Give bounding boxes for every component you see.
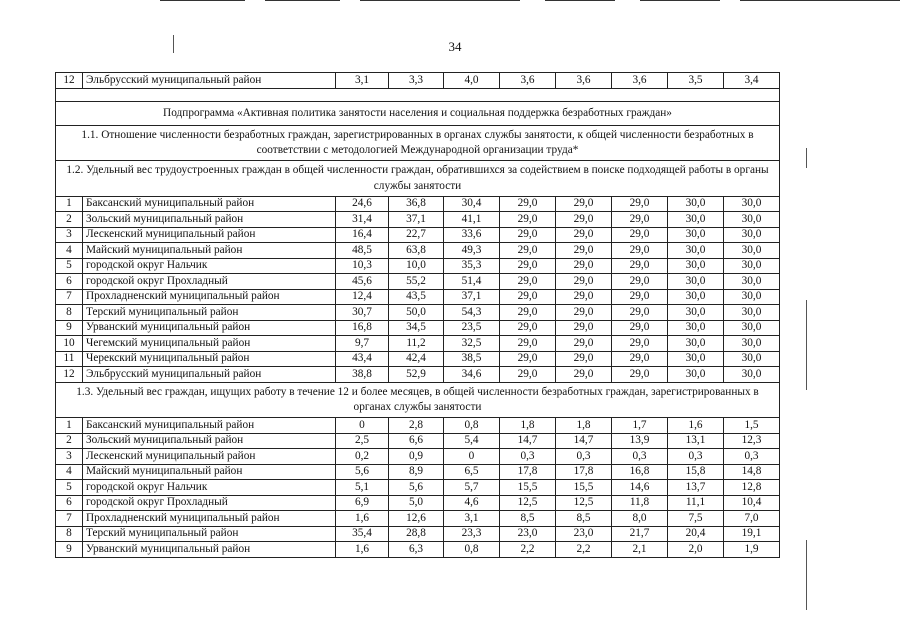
district-name: Лескенский муниципальный район: [83, 227, 336, 243]
value-cell: 12,5: [500, 495, 556, 511]
value-cell: 5,0: [389, 495, 444, 511]
table-row: [56, 336, 780, 352]
row-number: 8: [56, 305, 83, 321]
value-cell: 22,7: [389, 227, 444, 243]
row-number: 8: [56, 526, 83, 542]
value-cell: 29,0: [612, 196, 668, 212]
value-cell: 38,8: [336, 367, 389, 383]
value-cell: 21,7: [612, 526, 668, 542]
value-cell: 1,9: [724, 542, 780, 558]
value-cell: 3,1: [336, 73, 389, 89]
row-number: 1: [56, 418, 83, 434]
value-cell: 6,3: [389, 542, 444, 558]
value-cell: 12,5: [556, 495, 612, 511]
table-row: [56, 464, 780, 480]
value-cell: 5,6: [389, 480, 444, 496]
table-row: [56, 73, 780, 89]
value-cell: 51,4: [444, 274, 500, 290]
value-cell: 29,0: [500, 243, 556, 259]
table-row: [56, 243, 780, 259]
value-cell: 0,3: [668, 449, 724, 465]
value-cell: 30,0: [724, 243, 780, 259]
value-cell: 30,0: [668, 305, 724, 321]
table-row: [56, 196, 780, 212]
value-cell: 29,0: [556, 258, 612, 274]
district-name: Прохладненский муниципальный район: [83, 511, 336, 527]
value-cell: 5,4: [444, 433, 500, 449]
value-cell: 37,1: [389, 212, 444, 228]
value-cell: 2,2: [556, 542, 612, 558]
value-cell: 5,7: [444, 480, 500, 496]
table-row: [56, 495, 780, 511]
value-cell: 11,2: [389, 336, 444, 352]
district-name: Зольский муниципальный район: [83, 433, 336, 449]
value-cell: 30,0: [668, 243, 724, 259]
value-cell: 30,0: [724, 227, 780, 243]
value-cell: 4,6: [444, 495, 500, 511]
value-cell: 23,0: [500, 526, 556, 542]
value-cell: 9,7: [336, 336, 389, 352]
subprogram-title-row: [56, 101, 780, 125]
value-cell: 12,4: [336, 289, 389, 305]
scan-artifact: [360, 0, 520, 1]
value-cell: 29,0: [612, 274, 668, 290]
value-cell: 17,8: [500, 464, 556, 480]
value-cell: 30,0: [724, 367, 780, 383]
value-cell: 16,8: [612, 464, 668, 480]
value-cell: 3,5: [668, 73, 724, 89]
value-cell: 30,0: [724, 196, 780, 212]
table-row: [56, 526, 780, 542]
section-header-row: [56, 125, 780, 161]
value-cell: 7,0: [724, 511, 780, 527]
row-number: 4: [56, 243, 83, 259]
value-cell: 48,5: [336, 243, 389, 259]
table-row: [56, 433, 780, 449]
value-cell: 30,0: [724, 336, 780, 352]
value-cell: 36,8: [389, 196, 444, 212]
value-cell: 30,0: [668, 289, 724, 305]
scan-artifact: [545, 0, 615, 1]
value-cell: 7,5: [668, 511, 724, 527]
value-cell: 30,0: [668, 196, 724, 212]
row-number: 7: [56, 289, 83, 305]
row-number: 10: [56, 336, 83, 352]
district-name: Зольский муниципальный район: [83, 212, 336, 228]
value-cell: 41,1: [444, 212, 500, 228]
value-cell: 29,0: [500, 274, 556, 290]
value-cell: 29,0: [556, 212, 612, 228]
row-number: 11: [56, 351, 83, 367]
table-row: [56, 274, 780, 290]
indicators-table: [55, 72, 780, 558]
value-cell: 14,6: [612, 480, 668, 496]
value-cell: 30,0: [724, 305, 780, 321]
value-cell: 30,7: [336, 305, 389, 321]
value-cell: 10,3: [336, 258, 389, 274]
value-cell: 29,0: [500, 305, 556, 321]
value-cell: 15,5: [500, 480, 556, 496]
value-cell: 29,0: [612, 212, 668, 228]
value-cell: 0: [444, 449, 500, 465]
scan-artifact: [806, 300, 807, 390]
value-cell: 0,3: [612, 449, 668, 465]
value-cell: 29,0: [556, 367, 612, 383]
district-name: Эльбрусский муниципальный район: [83, 367, 336, 383]
value-cell: 1,8: [556, 418, 612, 434]
value-cell: 0,9: [389, 449, 444, 465]
value-cell: 30,0: [668, 227, 724, 243]
section-header-row: [56, 382, 780, 418]
value-cell: 29,0: [556, 196, 612, 212]
value-cell: 12,6: [389, 511, 444, 527]
table-row: [56, 227, 780, 243]
spacer-row: [56, 88, 780, 101]
value-cell: 29,0: [500, 367, 556, 383]
value-cell: 0,8: [444, 418, 500, 434]
value-cell: 29,0: [500, 212, 556, 228]
value-cell: 29,0: [556, 336, 612, 352]
value-cell: 5,1: [336, 480, 389, 496]
value-cell: 43,4: [336, 351, 389, 367]
district-name: Баксанский муниципальный район: [83, 418, 336, 434]
value-cell: 30,0: [724, 320, 780, 336]
value-cell: 6,6: [389, 433, 444, 449]
value-cell: 37,1: [444, 289, 500, 305]
value-cell: 35,4: [336, 526, 389, 542]
value-cell: 15,5: [556, 480, 612, 496]
value-cell: 2,5: [336, 433, 389, 449]
scan-artifact: [160, 0, 245, 1]
value-cell: 63,8: [389, 243, 444, 259]
value-cell: 14,7: [500, 433, 556, 449]
value-cell: 55,2: [389, 274, 444, 290]
table-row: [56, 289, 780, 305]
value-cell: 43,5: [389, 289, 444, 305]
value-cell: 29,0: [500, 227, 556, 243]
value-cell: 24,6: [336, 196, 389, 212]
table-row: [56, 542, 780, 558]
value-cell: 29,0: [612, 258, 668, 274]
value-cell: 29,0: [556, 289, 612, 305]
value-cell: 29,0: [500, 320, 556, 336]
value-cell: 20,4: [668, 526, 724, 542]
district-name: городской округ Нальчик: [83, 480, 336, 496]
value-cell: 19,1: [724, 526, 780, 542]
district-name: городской округ Прохладный: [83, 274, 336, 290]
value-cell: 4,0: [444, 73, 500, 89]
value-cell: 15,8: [668, 464, 724, 480]
district-name: Лескенский муниципальный район: [83, 449, 336, 465]
value-cell: 29,0: [556, 243, 612, 259]
value-cell: 29,0: [500, 289, 556, 305]
value-cell: 29,0: [556, 320, 612, 336]
section-1-3-title: 1.3. Удельный вес граждан, ищущих работу в течение 12 и более месяцев, в общей численности безработных граждан, зарегистрированных в органах службы занятости: [56, 382, 780, 418]
value-cell: 17,8: [556, 464, 612, 480]
district-name: Чегемский муниципальный район: [83, 336, 336, 352]
value-cell: 1,8: [500, 418, 556, 434]
value-cell: 38,5: [444, 351, 500, 367]
value-cell: 13,7: [668, 480, 724, 496]
value-cell: 16,8: [336, 320, 389, 336]
value-cell: 0,8: [444, 542, 500, 558]
value-cell: 30,0: [724, 258, 780, 274]
value-cell: 13,9: [612, 433, 668, 449]
value-cell: 30,0: [668, 212, 724, 228]
value-cell: 29,0: [556, 227, 612, 243]
value-cell: 29,0: [500, 351, 556, 367]
table-row: [56, 418, 780, 434]
value-cell: 2,8: [389, 418, 444, 434]
scan-artifact: [640, 0, 720, 1]
value-cell: 45,6: [336, 274, 389, 290]
scan-artifact: [740, 0, 900, 1]
value-cell: 1,6: [668, 418, 724, 434]
value-cell: 31,4: [336, 212, 389, 228]
value-cell: 49,3: [444, 243, 500, 259]
table-row: [56, 480, 780, 496]
value-cell: 30,0: [724, 351, 780, 367]
value-cell: 29,0: [612, 351, 668, 367]
value-cell: 16,4: [336, 227, 389, 243]
district-name: Майский муниципальный район: [83, 243, 336, 259]
value-cell: 29,0: [556, 274, 612, 290]
value-cell: 29,0: [612, 320, 668, 336]
value-cell: 5,6: [336, 464, 389, 480]
value-cell: 29,0: [500, 258, 556, 274]
table-row: [56, 320, 780, 336]
district-name: Урванский муниципальный район: [83, 320, 336, 336]
value-cell: 29,0: [612, 305, 668, 321]
value-cell: 3,6: [612, 73, 668, 89]
value-cell: 32,5: [444, 336, 500, 352]
value-cell: 30,0: [668, 258, 724, 274]
table-row: [56, 367, 780, 383]
value-cell: 13,1: [668, 433, 724, 449]
value-cell: 29,0: [612, 367, 668, 383]
value-cell: 54,3: [444, 305, 500, 321]
district-name: Баксанский муниципальный район: [83, 196, 336, 212]
value-cell: 52,9: [389, 367, 444, 383]
district-name: Черекский муниципальный район: [83, 351, 336, 367]
value-cell: 0,3: [724, 449, 780, 465]
value-cell: 23,5: [444, 320, 500, 336]
value-cell: 8,9: [389, 464, 444, 480]
subprogram-title: Подпрограмма «Активная политика занятости населения и социальная поддержка безработных граждан»: [56, 101, 780, 125]
row-number: 12: [56, 73, 83, 89]
value-cell: 34,6: [444, 367, 500, 383]
value-cell: 11,1: [668, 495, 724, 511]
table-row: [56, 258, 780, 274]
district-name: Прохладненский муниципальный район: [83, 289, 336, 305]
value-cell: 3,3: [389, 73, 444, 89]
value-cell: 12,8: [724, 480, 780, 496]
value-cell: 1,5: [724, 418, 780, 434]
district-name: Эльбрусский муниципальный район: [83, 73, 336, 89]
scan-artifact: [806, 540, 807, 610]
row-number: 1: [56, 196, 83, 212]
value-cell: 6,9: [336, 495, 389, 511]
district-name: Терский муниципальный район: [83, 526, 336, 542]
value-cell: 1,7: [612, 418, 668, 434]
value-cell: 3,4: [724, 73, 780, 89]
row-number: 5: [56, 480, 83, 496]
value-cell: 1,6: [336, 511, 389, 527]
district-name: Терский муниципальный район: [83, 305, 336, 321]
value-cell: 29,0: [500, 196, 556, 212]
value-cell: 6,5: [444, 464, 500, 480]
value-cell: 30,0: [668, 320, 724, 336]
value-cell: 0: [336, 418, 389, 434]
page-number: 34: [448, 39, 462, 54]
row-number: 2: [56, 212, 83, 228]
district-name: городской округ Прохладный: [83, 495, 336, 511]
value-cell: 29,0: [612, 227, 668, 243]
value-cell: 29,0: [612, 243, 668, 259]
table-row: [56, 305, 780, 321]
value-cell: 3,6: [556, 73, 612, 89]
value-cell: 3,6: [500, 73, 556, 89]
value-cell: 2,2: [500, 542, 556, 558]
value-cell: 50,0: [389, 305, 444, 321]
row-number: 12: [56, 367, 83, 383]
row-number: 6: [56, 495, 83, 511]
value-cell: 30,0: [668, 351, 724, 367]
value-cell: 30,0: [668, 336, 724, 352]
district-name: Урванский муниципальный район: [83, 542, 336, 558]
section-1-2-title: 1.2. Удельный вес трудоустроенных граждан в общей численности граждан, обратившихся за содействием в поиске подходящей работы в органы службы занятости: [56, 161, 780, 197]
value-cell: 30,0: [668, 274, 724, 290]
value-cell: 2,0: [668, 542, 724, 558]
row-number: 5: [56, 258, 83, 274]
row-number: 3: [56, 449, 83, 465]
value-cell: 30,0: [668, 367, 724, 383]
value-cell: 0,3: [500, 449, 556, 465]
value-cell: 14,8: [724, 464, 780, 480]
section-1-1-title: 1.1. Отношение численности безработных граждан, зарегистрированных в органах службы занятости, к общей численности безработных в соответствии с методологией Международной организации труда*: [56, 125, 780, 161]
scan-artifact: [265, 0, 340, 1]
value-cell: 0,3: [556, 449, 612, 465]
district-name: городской округ Нальчик: [83, 258, 336, 274]
value-cell: 33,6: [444, 227, 500, 243]
value-cell: 29,0: [612, 289, 668, 305]
value-cell: 8,5: [556, 511, 612, 527]
value-cell: 8,5: [500, 511, 556, 527]
value-cell: 10,4: [724, 495, 780, 511]
value-cell: 29,0: [612, 336, 668, 352]
table-row: [56, 212, 780, 228]
row-number: 3: [56, 227, 83, 243]
value-cell: 1,6: [336, 542, 389, 558]
value-cell: 30,0: [724, 289, 780, 305]
row-number: 2: [56, 433, 83, 449]
value-cell: 12,3: [724, 433, 780, 449]
row-number: 7: [56, 511, 83, 527]
value-cell: 14,7: [556, 433, 612, 449]
value-cell: 30,0: [724, 274, 780, 290]
table-row: [56, 351, 780, 367]
value-cell: 30,0: [724, 212, 780, 228]
value-cell: 10,0: [389, 258, 444, 274]
section-header-row: [56, 161, 780, 197]
value-cell: 42,4: [389, 351, 444, 367]
row-number: 9: [56, 320, 83, 336]
table-row: [56, 511, 780, 527]
value-cell: 28,8: [389, 526, 444, 542]
table-row: [56, 449, 780, 465]
scan-artifact: [806, 148, 807, 168]
value-cell: 30,4: [444, 196, 500, 212]
row-number: 4: [56, 464, 83, 480]
district-name: Майский муниципальный район: [83, 464, 336, 480]
row-number: 9: [56, 542, 83, 558]
value-cell: 34,5: [389, 320, 444, 336]
value-cell: 2,1: [612, 542, 668, 558]
scan-artifact: [173, 35, 174, 53]
value-cell: 29,0: [500, 336, 556, 352]
value-cell: 29,0: [556, 351, 612, 367]
value-cell: 0,2: [336, 449, 389, 465]
value-cell: 11,8: [612, 495, 668, 511]
value-cell: 23,3: [444, 526, 500, 542]
row-number: 6: [56, 274, 83, 290]
value-cell: 23,0: [556, 526, 612, 542]
value-cell: 29,0: [556, 305, 612, 321]
value-cell: 3,1: [444, 511, 500, 527]
value-cell: 8,0: [612, 511, 668, 527]
value-cell: 35,3: [444, 258, 500, 274]
